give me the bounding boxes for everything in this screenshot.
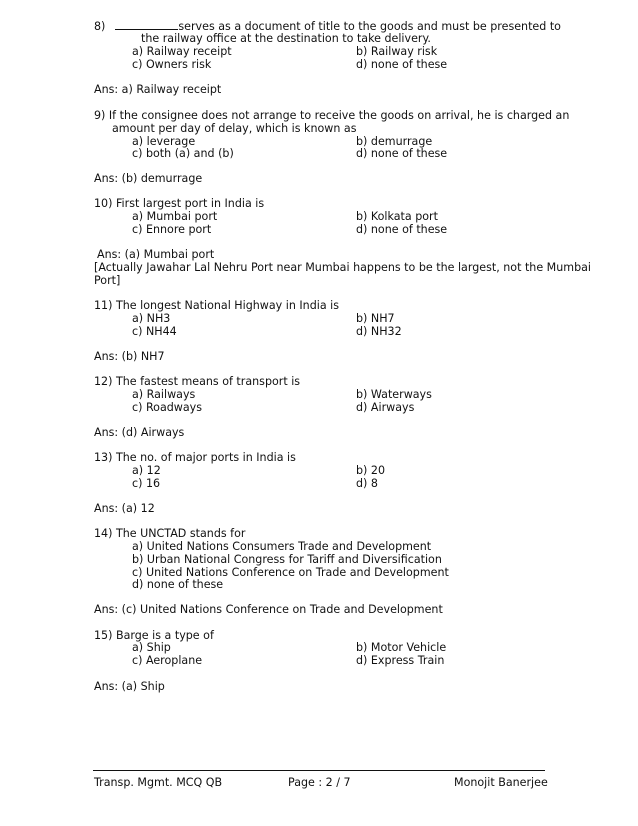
option-c: c) United Nations Conference on Trade and Development xyxy=(132,566,449,579)
question-text-continued: amount per day of delay, which is known as xyxy=(112,122,357,135)
option-a: a) Ship xyxy=(132,641,171,654)
footer-author: Monojit Banerjee xyxy=(454,776,548,789)
option-c: c) Owners risk xyxy=(132,58,212,71)
option-a: a) NH3 xyxy=(132,312,171,325)
option-d: d) Airways xyxy=(356,401,415,414)
option-a: a) Mumbai port xyxy=(132,210,218,223)
question-12: 12) The fastest means of transport is xyxy=(94,375,301,388)
option-a: a) leverage xyxy=(132,135,196,148)
footer-divider xyxy=(93,770,545,771)
answer: Ans: (b) NH7 xyxy=(94,350,165,363)
question-14: 14) The UNCTAD stands for xyxy=(94,527,246,540)
answer-blank xyxy=(115,19,178,30)
option-b: b) NH7 xyxy=(356,312,395,325)
option-d: d) Express Train xyxy=(356,654,445,667)
question-text-continued: the railway office at the destination to take delivery. xyxy=(141,32,431,45)
option-b: b) Motor Vehicle xyxy=(356,641,447,654)
option-c: c) Ennore port xyxy=(132,223,212,236)
option-b: b) Urban National Congress for Tariff and Diversification xyxy=(132,553,442,566)
answer: Ans: (a) Ship xyxy=(94,680,165,693)
question-9: 9) If the consignee does not arrange to receive the goods on arrival, he is charged an xyxy=(94,109,570,122)
option-b: b) Kolkata port xyxy=(356,210,438,223)
answer: Ans: (a) Mumbai port xyxy=(97,248,215,261)
question-10: 10) First largest port in India is xyxy=(94,197,265,210)
answer: Ans: (c) United Nations Conference on Trade and Development xyxy=(94,603,443,616)
option-d: d) none of these xyxy=(356,147,448,160)
option-c: c) NH44 xyxy=(132,325,177,338)
option-b: b) demurrage xyxy=(356,135,433,148)
option-d: d) none of these xyxy=(132,578,224,591)
option-b: b) 20 xyxy=(356,464,386,477)
question-8 xyxy=(94,19,561,33)
answer-note: [Actually Jawahar Lal Nehru Port near Mumbai happens to be the largest, not the Mumbai xyxy=(94,261,592,274)
option-a: a) United Nations Consumers Trade and Development xyxy=(132,540,432,553)
option-d: d) 8 xyxy=(356,477,378,490)
option-b: b) Railway risk xyxy=(356,45,438,58)
option-a: a) Railways xyxy=(132,388,196,401)
question-13: 13) The no. of major ports in India is xyxy=(94,451,296,464)
option-c: c) Roadways xyxy=(132,401,203,414)
option-d: d) none of these xyxy=(356,223,448,236)
question-text: serves as a document of title to the goods and must be presented to xyxy=(178,20,561,33)
answer: Ans: (b) demurrage xyxy=(94,172,203,185)
option-a: a) Railway receipt xyxy=(132,45,232,58)
option-c: c) 16 xyxy=(132,477,161,490)
answer-note-continued: Port] xyxy=(94,274,121,287)
question-number: 8) xyxy=(94,20,106,33)
option-c: c) Aeroplane xyxy=(132,654,203,667)
option-d: d) none of these xyxy=(356,58,448,71)
question-15: 15) Barge is a type of xyxy=(94,629,214,642)
footer-page-number: Page : 2 / 7 xyxy=(288,776,351,789)
answer: Ans: (d) Airways xyxy=(94,426,185,439)
answer: Ans: a) Railway receipt xyxy=(94,83,222,96)
option-c: c) both (a) and (b) xyxy=(132,147,234,160)
option-b: b) Waterways xyxy=(356,388,432,401)
question-11: 11) The longest National Highway in India is xyxy=(94,299,340,312)
answer: Ans: (a) 12 xyxy=(94,502,155,515)
footer-left: Transp. Mgmt. MCQ QB xyxy=(94,776,223,789)
option-d: d) NH32 xyxy=(356,325,402,338)
option-a: a) 12 xyxy=(132,464,161,477)
